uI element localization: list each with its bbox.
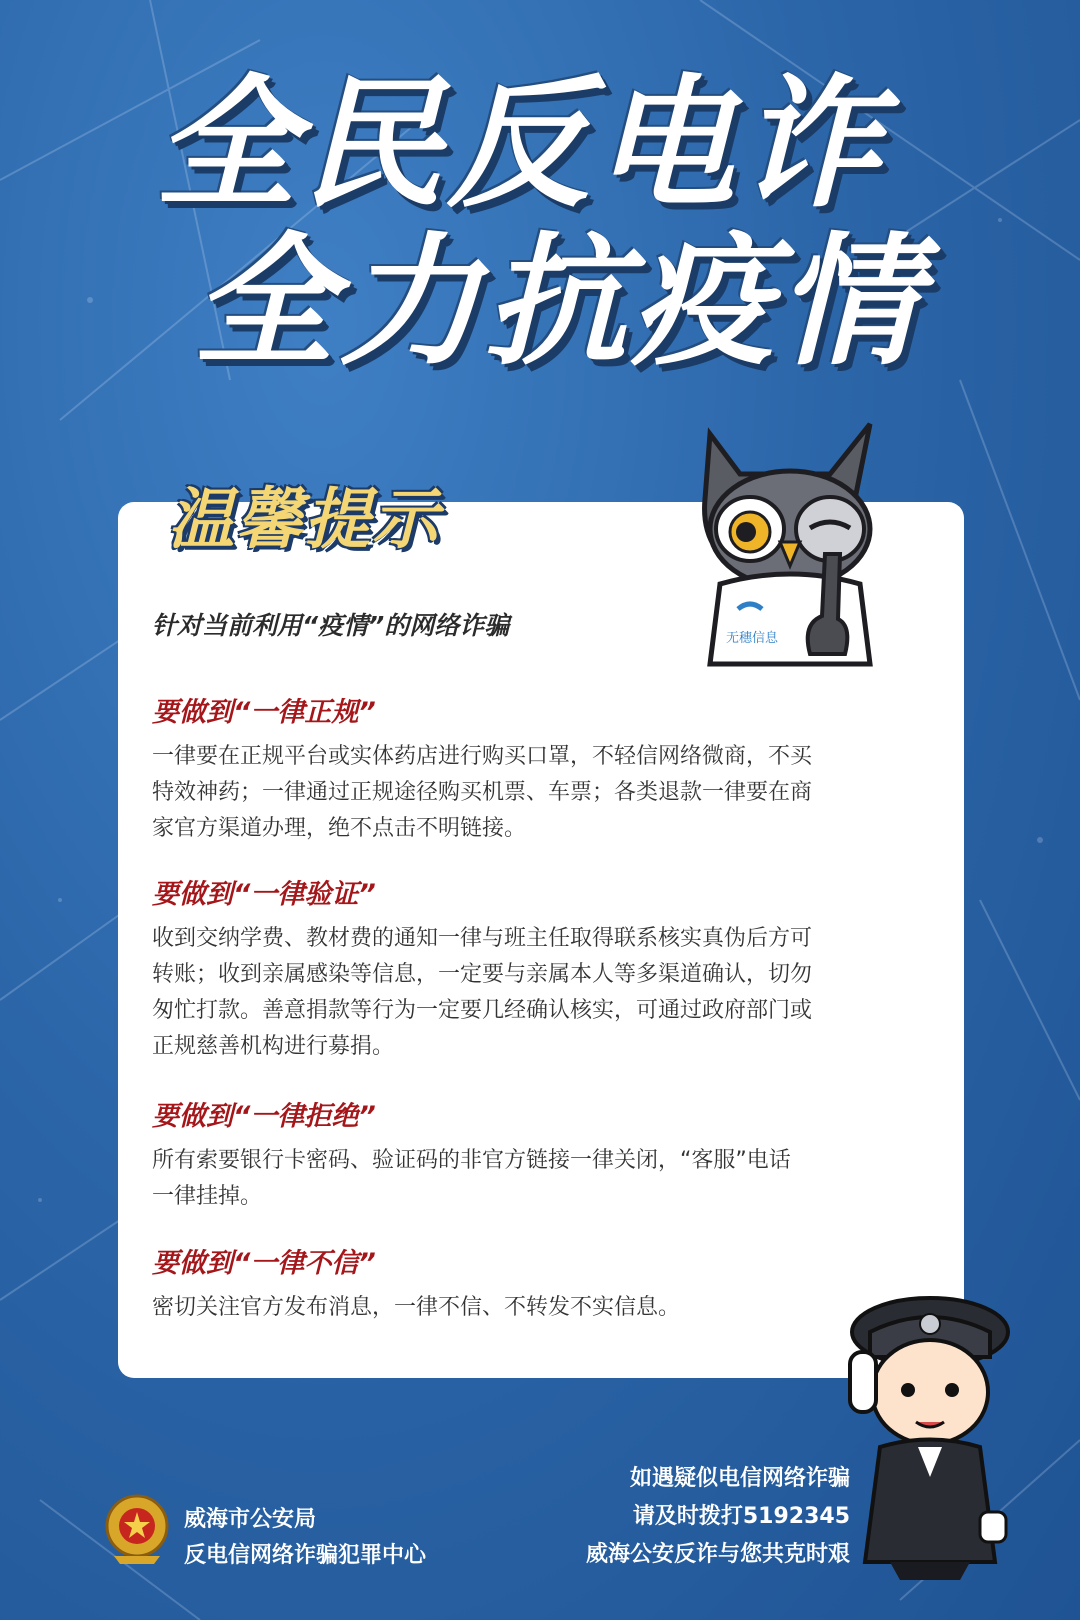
intro-text: 针对当前利用“疫情”的网络诈骗	[152, 611, 510, 640]
section-line: 一律要在正规平台或实体药店进行购买口罩，不轻信网络微商，不买	[152, 744, 813, 769]
tip-section-verify	[152, 872, 912, 1065]
section-line: 匆忙打款。善意捐款等行为一定要几经确认核实，可通过政府部门或	[152, 998, 813, 1023]
police-emblem-icon	[104, 1492, 170, 1566]
footer-hotline	[586, 1460, 850, 1574]
section-line: 正规慈善机构进行募捐。	[152, 1034, 395, 1059]
footer-hotline-line-1: 如遇疑似电信网络诈骗	[629, 1466, 850, 1491]
footer-hotline-line-2: 请及时拨打5192345	[632, 1504, 850, 1529]
section-body	[152, 739, 912, 847]
section-title: 要做到“一律验证”	[152, 879, 376, 910]
section-body	[152, 1290, 912, 1326]
owl-mascot-icon	[680, 404, 900, 690]
headline-line-1: 全民反电诈	[155, 62, 885, 227]
section-line: 所有索要银行卡密码、验证码的非官方链接一律关闭，“客服”电话	[152, 1148, 791, 1173]
section-line: 一律挂掉。	[152, 1184, 263, 1209]
footer-org-line-1: 威海市公安局	[184, 1507, 317, 1532]
footer-organization	[184, 1502, 426, 1574]
section-line: 转账；收到亲属感染等信息，一定要与亲属本人等多渠道确认，切勿	[152, 962, 813, 987]
section-title: 要做到“一律不信”	[152, 1248, 376, 1279]
headline-line-2: 全力抗疫情	[193, 220, 923, 385]
section-body	[152, 921, 912, 1065]
footer-hotline-line-3: 威海公安反诈与您共克时艰	[585, 1542, 850, 1567]
tip-section-regular	[152, 690, 912, 847]
section-line: 特效神药；一律通过正规途径购买机票、车票；各类退款一律要在商	[152, 780, 813, 805]
tip-title: 温馨提示	[168, 481, 440, 558]
police-mascot-icon	[830, 1262, 1030, 1580]
section-title: 要做到“一律正规”	[152, 697, 376, 728]
section-line: 密切关注官方发布消息，一律不信、不转发不实信息。	[152, 1295, 681, 1320]
section-body	[152, 1143, 912, 1215]
footer-org-line-2: 反电信网络诈骗犯罪中心	[184, 1543, 427, 1568]
owl-badge-text: 无穗信息	[726, 631, 779, 646]
tip-section-distrust	[152, 1241, 912, 1326]
section-line: 家官方渠道办理，绝不点击不明链接。	[152, 816, 527, 841]
section-title: 要做到“一律拒绝”	[152, 1101, 376, 1132]
tip-section-refuse	[152, 1094, 912, 1215]
section-line: 收到交纳学费、教材费的通知一律与班主任取得联系核实真伪后方可	[152, 926, 813, 951]
